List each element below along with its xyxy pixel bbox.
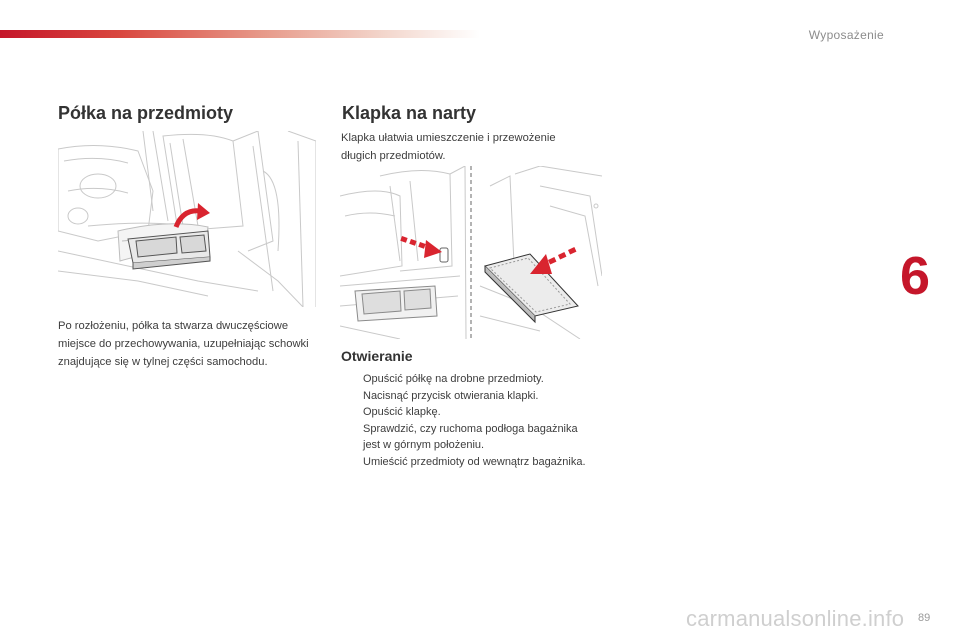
page-number: 89: [918, 612, 931, 624]
header-accent-bar: [0, 30, 480, 38]
step-text: Nacisnąć przycisk otwierania klapki.: [363, 389, 539, 402]
list-item: [341, 421, 591, 454]
right-intro: Klapka ułatwia umieszczenie i przewożenie długich przedmiotów.: [341, 132, 556, 162]
watermark: carmanualsonline.info: [686, 606, 905, 631]
chapter-number: 6: [900, 246, 931, 306]
left-heading: Półka na przedmioty: [58, 103, 234, 123]
section-title: Wyposażenie: [808, 28, 884, 42]
list-item: [341, 454, 591, 471]
right-heading: Klapka na narty: [342, 103, 477, 123]
step-text: Umieścić przedmioty od wewnątrz bagażnika.: [363, 455, 586, 468]
opening-steps-list: [341, 371, 591, 470]
ski-hatch-illustration: [340, 166, 602, 339]
list-item: [341, 404, 591, 421]
step-text: Opuścić klapkę.: [363, 406, 441, 418]
armrest-shelf-illustration: [58, 131, 316, 307]
list-item: [341, 371, 591, 388]
step-text: Opuścić półkę na drobne przedmioty.: [363, 373, 544, 385]
list-item: [341, 388, 591, 405]
step-text: Sprawdzić, czy ruchoma podłoga bagażnika jest w górnym położeniu.: [363, 422, 578, 451]
opening-subheading: Otwieranie: [341, 348, 413, 364]
left-paragraph: Po rozłożeniu, półka ta stwarza dwuczęściowe miejsce do przechowywania, uzupełniając schowki znajdujące się w tylnej części samochodu.: [58, 320, 309, 368]
